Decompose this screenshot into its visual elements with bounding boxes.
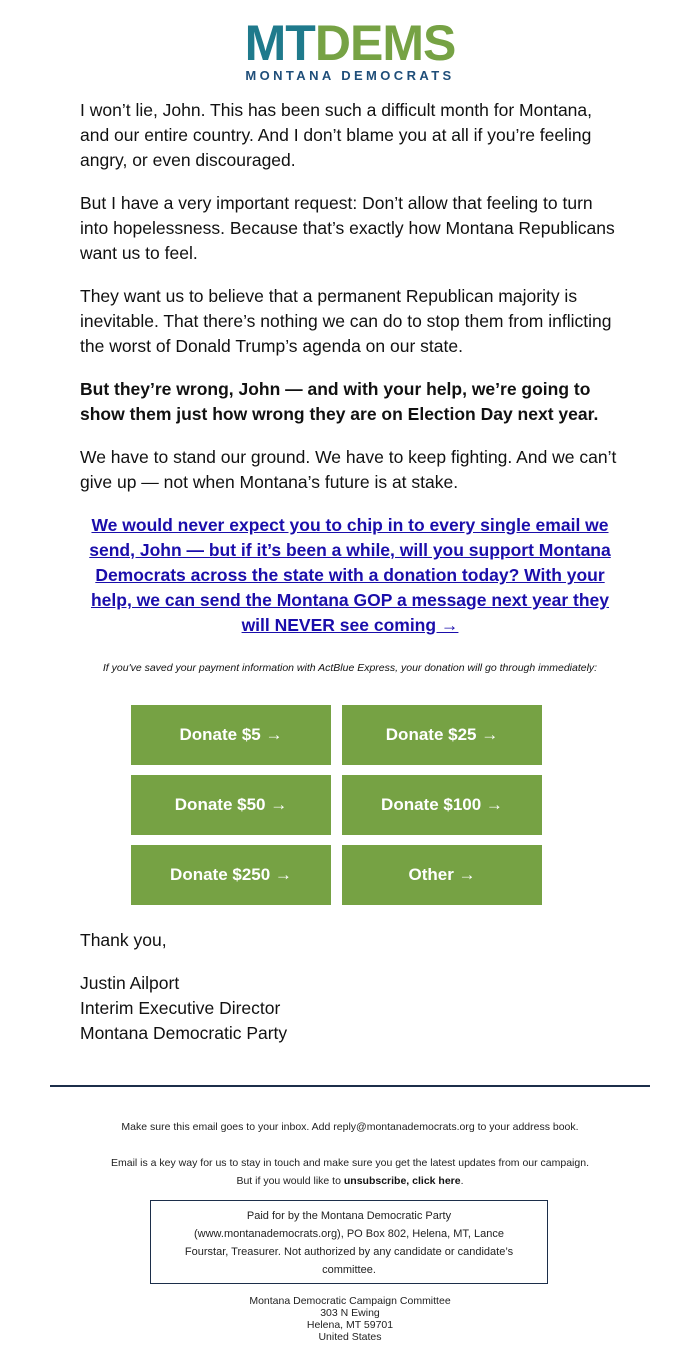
body-bold-paragraph: But they’re wrong, John — and with your help, we’re going to show them just how wrong they are on Election Day next year.	[80, 379, 599, 424]
stay-in-touch-text: Email is a key way for us to stay in touch and make sure you get the latest updates from our campaign.	[111, 1157, 589, 1169]
donate-cta-link[interactable]: We would never expect you to chip in to every single email we send, John — but if it’s been a while, will you support Montana Democrats across the state with a donation today? With your help, we can send the Montana GOP a message next year they will NEVER see coming →	[89, 515, 611, 635]
actblue-express-note: If you've saved your payment information with ActBlue Express, your donation will go through immediately:	[102, 662, 598, 674]
mailing-address	[0, 1295, 700, 1343]
unsubscribe-link[interactable]: unsubscribe, click here	[343, 1175, 461, 1187]
address-line-2: 303 N Ewing	[320, 1307, 380, 1319]
paid-for-disclaimer	[150, 1200, 548, 1284]
body-paragraph-3: They want us to believe that a permanent Republican majority is inevitable. That there’s nothing we can do to stop them from inflicting the worst of Donald Trump’s agenda on our state.	[80, 286, 612, 356]
donate-25-button[interactable]: Donate $25 →	[342, 705, 542, 765]
footer-divider	[50, 1085, 650, 1087]
donate-other-button[interactable]: Other →	[342, 845, 542, 905]
donate-50-button[interactable]: Donate $50 →	[131, 775, 331, 835]
logo-mt: MT	[244, 15, 315, 71]
signoff	[80, 928, 287, 1046]
donate-250-button[interactable]: Donate $250 →	[131, 845, 331, 905]
donate-5-button[interactable]: Donate $5 →	[131, 705, 331, 765]
signoff-name: Justin Ailport	[80, 973, 180, 993]
address-line-1: Montana Democratic Campaign Committee	[249, 1295, 451, 1307]
stay-in-touch-note	[0, 1154, 700, 1190]
mtdems-logo	[0, 15, 700, 84]
signoff-thanks: Thank you,	[80, 930, 167, 950]
body-paragraph-2: But I have a very important request: Don’t allow that feeling to turn into hopelessness. Because that’s exactly how Montana Republicans want us to feel.	[80, 193, 615, 263]
logo-subtitle: MONTANA DEMOCRATS	[245, 68, 455, 83]
logo-wordmark	[0, 15, 700, 71]
address-line-3: Helena, MT 59701	[306, 1319, 394, 1331]
donate-100-button[interactable]: Donate $100 →	[342, 775, 542, 835]
unsubscribe-line	[0, 1172, 700, 1190]
signoff-title: Interim Executive Director	[80, 998, 281, 1018]
inbox-note: Make sure this email goes to your inbox. Add reply@montanademocrats.org to your address book.	[121, 1121, 579, 1133]
signoff-org: Montana Democratic Party	[80, 1023, 288, 1043]
body-closing-paragraph: We have to stand our ground. We have to keep fighting. And we can’t give up — not when Montana’s future is at stake.	[80, 447, 617, 492]
logo-dems: DEMS	[314, 15, 456, 71]
email-body	[80, 98, 620, 638]
unsubscribe-suffix: .	[460, 1175, 464, 1187]
address-line-4: United States	[318, 1331, 382, 1343]
paid-for-text: Paid for by the Montana Democratic Party (www.montanademocrats.org), PO Box 802, Helena, MT, Lance Fourstar, Treasurer. Not authorized by any candidate or candidate’s committee.	[184, 1210, 514, 1276]
unsubscribe-prefix: But if you would like to	[236, 1175, 341, 1187]
body-paragraph-1: I won’t lie, John. This has been such a difficult month for Montana, and our entire country. And I don’t blame you at all if you’re feeling angry, or even discouraged.	[80, 100, 593, 170]
